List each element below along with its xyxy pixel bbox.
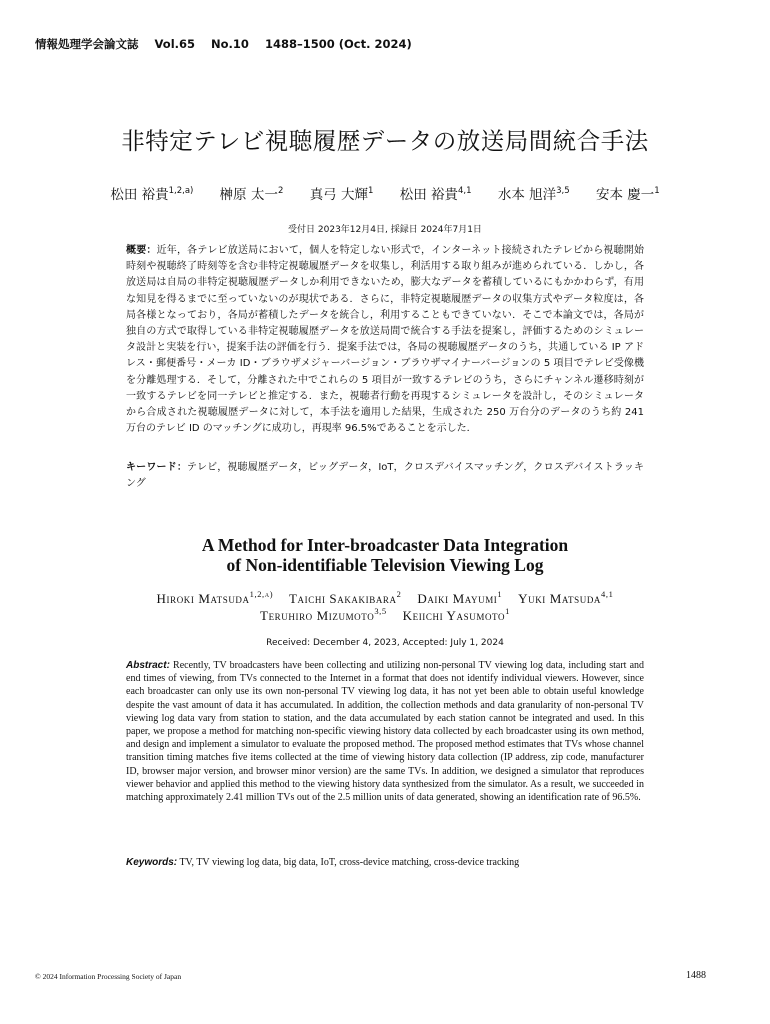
japanese-keywords: [126, 460, 644, 492]
japanese-authors: [0, 183, 770, 203]
journal-header: [35, 36, 424, 52]
ja-author: 水本 旭洋$^{3,5}$: [497, 186, 570, 203]
journal-volume: Vol.65: [154, 37, 196, 51]
english-keywords: [126, 856, 644, 869]
english-title-line-1: A Method for Inter-broadcaster Data Integration: [201, 535, 569, 555]
en-abstract-label: Abstract:: [126, 660, 170, 671]
journal-name: 情報処理学会論文誌: [35, 37, 139, 51]
english-authors-line-1: [0, 590, 770, 607]
english-authors-line-2: [0, 607, 770, 624]
copyright-notice: © 2024 Information Processing Society of Japan: [35, 972, 182, 981]
ja-author: 安本 慶一$^1$: [595, 186, 660, 203]
english-title: [0, 535, 770, 575]
en-author: Taichi Sakakibara$^2$: [289, 589, 402, 606]
en-author: Hiroki Matsuda$^{1,2,a)}$: [156, 589, 274, 606]
ja-author: 松田 裕貴$^{4,1}$: [399, 186, 472, 203]
ja-abstract-text: 近年，各テレビ放送局において，個人を特定しない形式で，インターネット接続されたテレビから視聴開始時刻や視聴終了時刻等を含む非特定視聴履歴データを収集し，利活用する取り組みが進められている．しかし，各放送局は自局の非特定視聴履歴データしか利用できないため，膨大なデータを蓄積しているにもかかわらず，有用な知見を得るまでに至っていないのが現状である．さらに，非特定視聴履歴データの収集方式やデータ粒度は，各局各様となっており，各局が蓄積したデータを統合し，利用することもできていない．そこで本論文では，各局が独自の方式で取得している非特定視聴履歴データを放送局間で統合する手法を提案し，評価するためのシミュレータ設計と実装を行い，提案手法の評価を行う．提案手法では，各局の視聴履歴データのうち，共通している IP アドレス・郵便番号・メーカ ID・ブラウザメジャーバージョン・ブラウザマイナーバージョンの 5 項目でテレビ受像機を分離処理する．そして，分離された中でこれらの 5 項目が一致するテレビのうち，さらにチャンネル遷移時刻が一致するテレビを同一テレビと推定する．また，視聴者行動を再現するシミュレータを設計し，そのシミュレータから合成された視聴履歴データに対して，本手法を適用した結果，生成された 250 万台分のデータのうち約 241 万台のテレビ ID のマッチングに成功し，再現率 96.5%であることを示した．: [126, 245, 644, 435]
en-author: Keiichi Yasumoto$^1$: [402, 606, 510, 623]
english-authors: [0, 590, 770, 624]
japanese-abstract: [126, 243, 644, 437]
journal-pages: 1488–1500 (Oct. 2024): [264, 37, 412, 51]
en-author: Daiki Mayumi$^1$: [417, 589, 503, 606]
journal-number: No.10: [211, 37, 249, 51]
en-keywords-text: TV, TV viewing log data, big data, IoT, cross-device matching, cross-device tracking: [179, 857, 520, 868]
ja-keywords-text: テレビ，視聴履歴データ，ビッグデータ，IoT，クロスデバイスマッチング，クロスデバイストラッキング: [126, 462, 645, 490]
ja-author: 榊原 太一$^2$: [219, 186, 284, 203]
en-keywords-label: Keywords:: [126, 857, 178, 868]
ja-author: 松田 裕貴$^{1,2,a)}$: [110, 186, 194, 203]
en-author: Teruhiro Mizumoto$^{3,5}$: [260, 606, 387, 623]
japanese-dates: 受付日 2023年12月4日, 採録日 2024年7月1日: [288, 225, 482, 235]
ja-keywords-label: キーワード：: [126, 462, 188, 473]
ja-author: 真弓 大輝$^1$: [309, 186, 374, 203]
english-dates: Received: December 4, 2023, Accepted: July 1, 2024: [266, 638, 504, 648]
en-abstract-text: Recently, TV broadcasters have been collecting and utilizing non-personal TV viewing log data, including start and end times of viewing, from TVs connected to the Internet in a format that does not identify individual viewers. However, since each broadcaster can only use its own non-personal TV viewing log data, it has not yet been able to obtain useful knowledge despite the vast amount of data it has accumulated. In addition, the collection methods and data granularity of non-personal TV viewing log data vary from station to station, and the data accumulated by each station cannot be integrated and used. In this paper, we propose a method for matching non-specific viewing history data collected by each broadcaster using its own method, and design and implement a simulator to evaluate the proposed method. The proposed method estimates that TVs whose channel transition timing matches five items collected at the time of viewing history data collection (IP address, zip code, manufacturer ID, browser major version, and browser minor version) are the same TVs. In addition, we designed a simulator that reproduces viewer behavior and applied this method to the viewing history data synthesized from the simulator. As a result, we succeeded in matching approximately 2.41 million TVs out of the 2.5 million units of data generated, showing an identification rate of 96.5%.: [126, 660, 645, 804]
en-author: Yuki Matsuda$^{4,1}$: [518, 589, 614, 606]
ja-abstract-label: 概要：: [126, 245, 157, 256]
english-title-line-2: of Non-identifiable Television Viewing Log: [226, 555, 544, 575]
english-abstract: [126, 659, 644, 804]
japanese-title: 非特定テレビ視聴履歴データの放送局間統合手法: [121, 127, 649, 155]
page-number: 1488: [686, 970, 706, 981]
